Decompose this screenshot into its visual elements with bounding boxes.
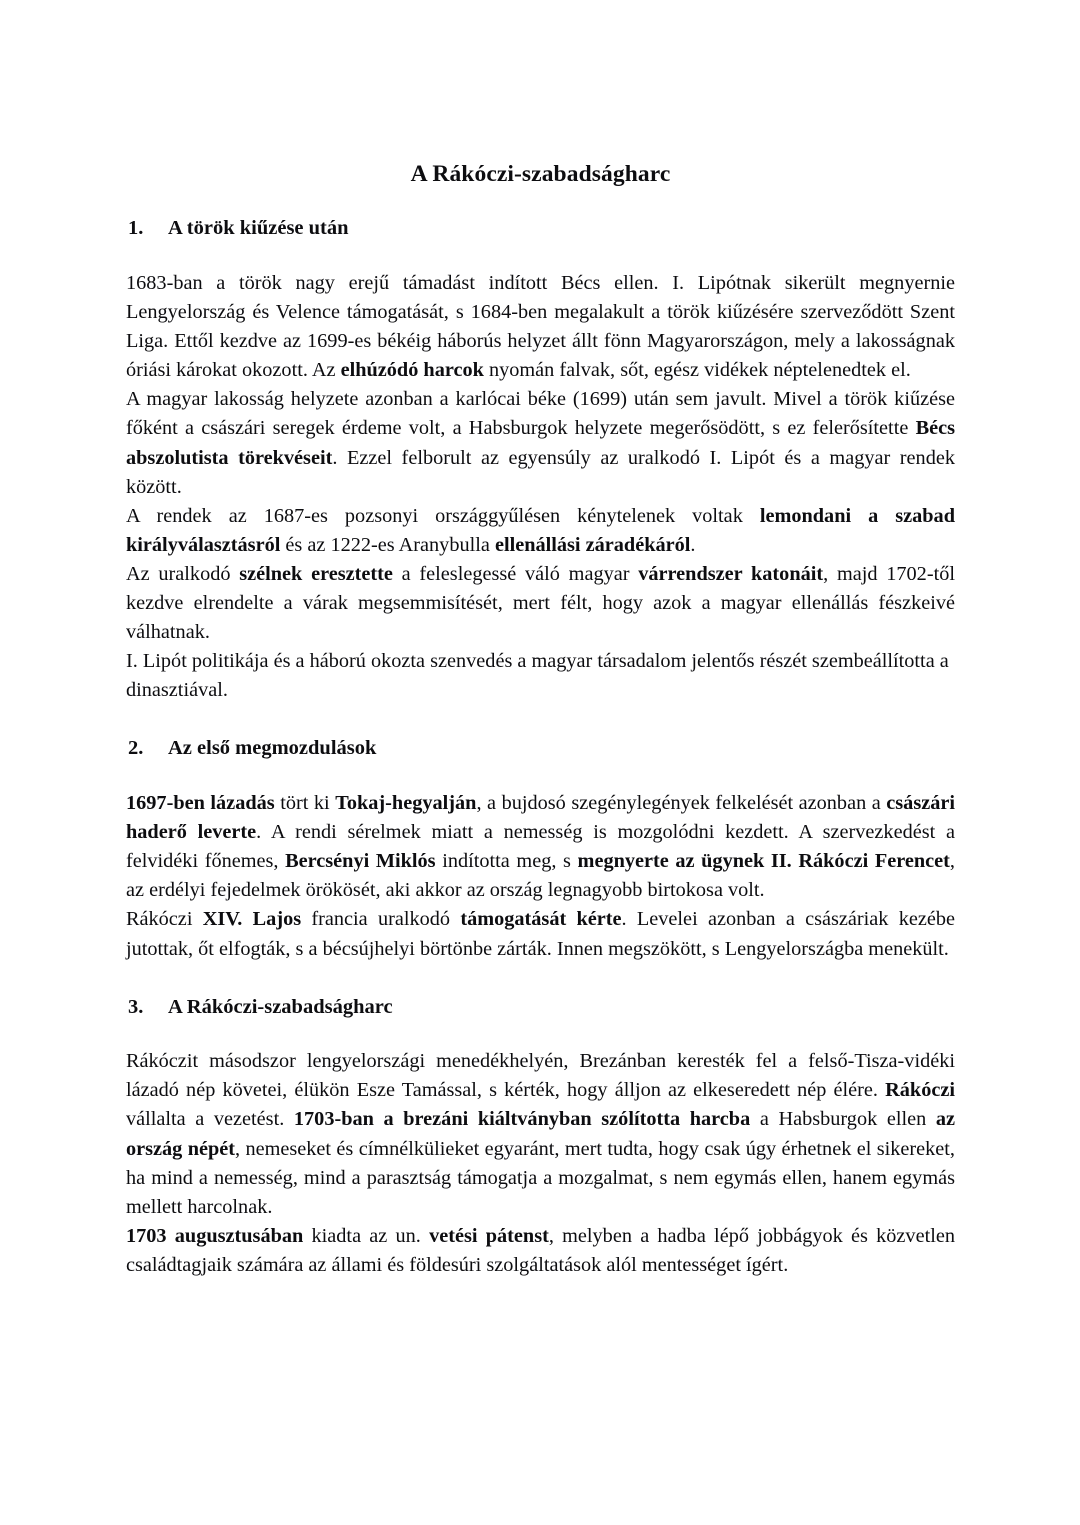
text-run: 1683-ban a török nagy erejű támadást indított Bécs ellen. I. Lipótnak sikerült megnyernie Lengyelország és Velence támogatását, s 1684-ben megalakult a török kiűzésére szerveződött Szent Liga. Ettől kezdve az 1699-es békéig háborús helyzet állt fönn Magyarországon, mely a lakosságnak óriási károkat okozott. Az	[126, 272, 955, 382]
document-content	[126, 160, 955, 1280]
paragraph	[126, 560, 955, 647]
spacer	[126, 705, 955, 735]
text-run: és az 1222-es Aranybulla	[280, 533, 495, 556]
text-run: kiadta az un.	[303, 1224, 430, 1247]
paragraph	[126, 269, 955, 385]
bold-run: lemondani a szabad királyválasztásról	[126, 504, 955, 556]
paragraph	[126, 1047, 955, 1222]
bold-run: Bécs abszolutista törekvéseit	[126, 417, 955, 469]
section-number-2: 2.	[128, 737, 144, 760]
spacer	[126, 242, 955, 269]
text-run: vállalta a vezetést.	[126, 1108, 294, 1131]
text-run: tört ki	[274, 792, 336, 815]
text-run: , melyben a hadba lépő jobbágyok és közvetlen családtagjaik számára az állami és földesúri szolgáltatások alól mentességet ígért.	[126, 1224, 955, 1276]
spacer	[126, 1020, 955, 1047]
text-run: francia uralkodó	[301, 908, 461, 931]
bold-run: szélnek eresztette	[239, 562, 393, 585]
spacer	[126, 762, 955, 789]
bold-run: elhúzódó harcok	[340, 359, 484, 382]
paragraph	[126, 1222, 955, 1280]
section-heading-2	[126, 735, 955, 762]
text-run: A rendek az 1687-es pozsonyi országgyűlésen kénytelenek voltak	[126, 504, 760, 527]
bold-run: Tokaj-hegyalján	[335, 792, 477, 815]
text-run: a feleslegessé váló magyar	[392, 562, 639, 585]
page-title: A Rákóczi-szabadságharc	[410, 161, 671, 187]
bold-run: 1703-ban a brezáni kiáltványban szólította harcba	[293, 1108, 751, 1131]
section-heading-label-2: Az első megmozdulások	[168, 737, 377, 760]
text-run: , a bujdosó szegénylegények felkelését azonban a	[476, 792, 887, 815]
section-number-1: 1.	[128, 217, 144, 240]
bold-run: császári haderő leverte	[126, 792, 955, 844]
paragraph	[126, 385, 955, 501]
text-run: Rákóczi	[126, 908, 203, 931]
spacer	[126, 964, 955, 994]
text-run: indította meg, s	[435, 850, 578, 873]
bold-run: 1697-ben lázadás	[126, 792, 275, 815]
paragraph	[126, 502, 955, 560]
bold-run: az ország népét	[126, 1108, 956, 1160]
section-heading-label-3: A Rákóczi-szabadságharc	[168, 995, 393, 1018]
section-heading-1	[126, 215, 955, 242]
text-run: A magyar lakosság helyzete azonban a karlócai béke (1699) után sem javult. Mivel a török kiűzése főként a császári seregek érdeme volt, a Habsburgok helyzete megerősödött, s ez felerősítette	[126, 388, 955, 440]
section-heading-label-1: A török kiűzése után	[168, 217, 349, 240]
bold-run: ellenállási záradékáról	[494, 533, 691, 556]
text-run: Az uralkodó	[126, 562, 240, 585]
bold-run: vetési pátenst	[429, 1224, 549, 1247]
bold-run: Rákóczi	[885, 1079, 955, 1102]
text-run: , nemeseket és címnélkülieket egyaránt, mert tudta, hogy csak úgy érhetnek el sikereket, ha mind a nemesség, mind a parasztság támogatja a mozgalmat, s nem egymás ellen, hanem egymás mellett harcolnak.	[126, 1137, 955, 1218]
text-run: . Levelei azonban a császáriak kezébe jutottak, őt elfogták, s a bécsújhelyi börtönbe zárták. Innen megszökött, s Lengyelországba menekült.	[126, 908, 955, 960]
paragraph	[126, 789, 955, 905]
bold-run: Bercsényi Miklós	[285, 850, 436, 873]
section-number-3: 3.	[128, 995, 144, 1018]
bold-run: támogatását kérte	[460, 908, 622, 931]
text-run: , majd 1702-től kezdve elrendelte a várak megsemmisítését, mert félt, hogy azok a magyar ellenállás fészkeivé válhatnak.	[126, 562, 955, 644]
paragraph	[126, 905, 955, 963]
text-run: a Habsburgok ellen	[750, 1108, 936, 1131]
bold-run: megnyerte az ügynek II. Rákóczi Ferencet	[577, 850, 950, 873]
text-run: I. Lipót politikája és a háború okozta szenvedés a magyar társadalom jelentős részét szembeállította a dinasztiával.	[126, 650, 949, 702]
paragraph	[126, 647, 955, 705]
bold-run: XIV. Lajos	[202, 908, 302, 931]
text-run: . A rendi sérelmek miatt a nemesség is mozgolódni kezdett. A szervezkedést a felvidéki főnemes,	[126, 821, 955, 873]
text-run: . Ezzel felborult az egyensúly az uralkodó I. Lipót és a magyar rendek között.	[126, 446, 955, 498]
bold-run: 1703 augusztusában	[126, 1224, 304, 1247]
text-run: , az erdélyi fejedelmek örökösét, aki akkor az ország legnagyobb birtokosa volt.	[126, 850, 955, 902]
section-heading-3	[126, 994, 955, 1021]
text-run: .	[690, 533, 696, 556]
text-run: Rákóczit másodszor lengyelországi menedékhelyén, Brezánban keresték fel a felső-Tisza-vidéki lázadó nép követei, élükön Esze Tamással, s kérték, hogy álljon az elkeseredett nép élére.	[126, 1050, 955, 1102]
bold-run: várrendszer katonáit	[638, 562, 824, 585]
text-run: nyomán falvak, sőt, egész vidékek néptelenedtek el.	[483, 359, 911, 382]
